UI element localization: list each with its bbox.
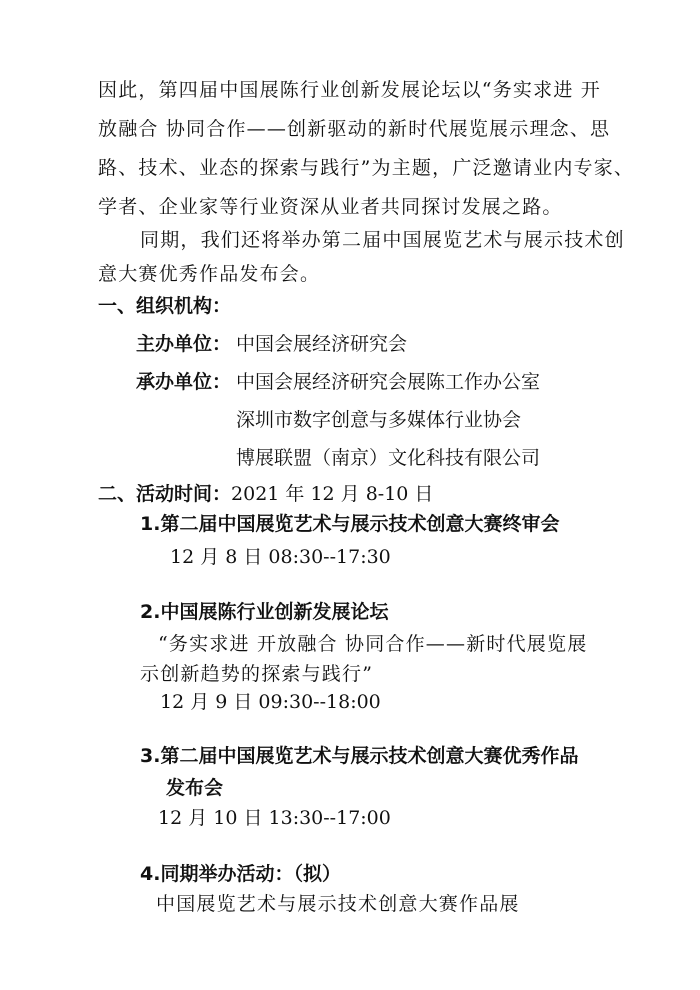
event-2-theme-line-1: “务实求进 开放融合 协同合作——新时代展览展 bbox=[158, 633, 588, 655]
intro-paragraph-2-line-1: 同期，我们还将举办第二届中国展览艺术与展示技术创 bbox=[140, 229, 625, 251]
intro-paragraph-1-line-1: 因此，第四届中国展陈行业创新发展论坛以“务实求进 开 bbox=[98, 79, 601, 101]
section-heading-time-date: 2021 年 12 月 8-10 日 bbox=[231, 483, 434, 505]
event-2-title: 2.中国展陈行业创新发展论坛 bbox=[140, 601, 389, 623]
section-heading-time-label: 二、活动时间： bbox=[98, 483, 232, 505]
event-1-title: 1.第二届中国展览艺术与展示技术创意大赛终审会 bbox=[140, 513, 560, 535]
event-4-title: 4.同期举办活动：（拟） bbox=[140, 863, 341, 885]
section-heading-time bbox=[98, 482, 433, 506]
organizer-value-3: 博展联盟（南京）文化科技有限公司 bbox=[236, 447, 541, 469]
intro-paragraph-2-line-2: 意大赛优秀作品发布会。 bbox=[98, 263, 321, 285]
event-2-theme-line-2: 示创新趋势的探索与践行” bbox=[140, 663, 374, 685]
event-1-time: 12 月 8 日 08:30--17:30 bbox=[170, 546, 391, 568]
event-3-title-line-2: 发布会 bbox=[166, 777, 224, 799]
host-label: 主办单位： bbox=[136, 333, 232, 355]
host-value: 中国会展经济研究会 bbox=[236, 333, 408, 355]
intro-paragraph-1-line-4: 学者、企业家等行业资深从业者共同探讨发展之路。 bbox=[98, 196, 563, 218]
intro-paragraph-1-line-2: 放融合 协同合作——创新驱动的新时代展览展示理念、思 bbox=[98, 118, 611, 140]
organizer-label: 承办单位： bbox=[136, 371, 232, 393]
event-3-title-line-1: 3.第二届中国展览艺术与展示技术创意大赛优秀作品 bbox=[140, 745, 579, 767]
event-3-time: 12 月 10 日 13:30--17:00 bbox=[158, 807, 391, 829]
intro-paragraph-1-line-3: 路、技术、业态的探索与践行”为主题，广泛邀请业内专家、 bbox=[98, 157, 635, 179]
section-heading-organization: 一、组织机构： bbox=[98, 295, 232, 317]
organizer-value-1: 中国会展经济研究会展陈工作办公室 bbox=[236, 371, 541, 393]
event-2-time: 12 月 9 日 09:30--18:00 bbox=[160, 691, 381, 713]
organizer-value-2: 深圳市数字创意与多媒体行业协会 bbox=[236, 409, 522, 431]
event-4-description: 中国展览艺术与展示技术创意大赛作品展 bbox=[156, 893, 520, 915]
